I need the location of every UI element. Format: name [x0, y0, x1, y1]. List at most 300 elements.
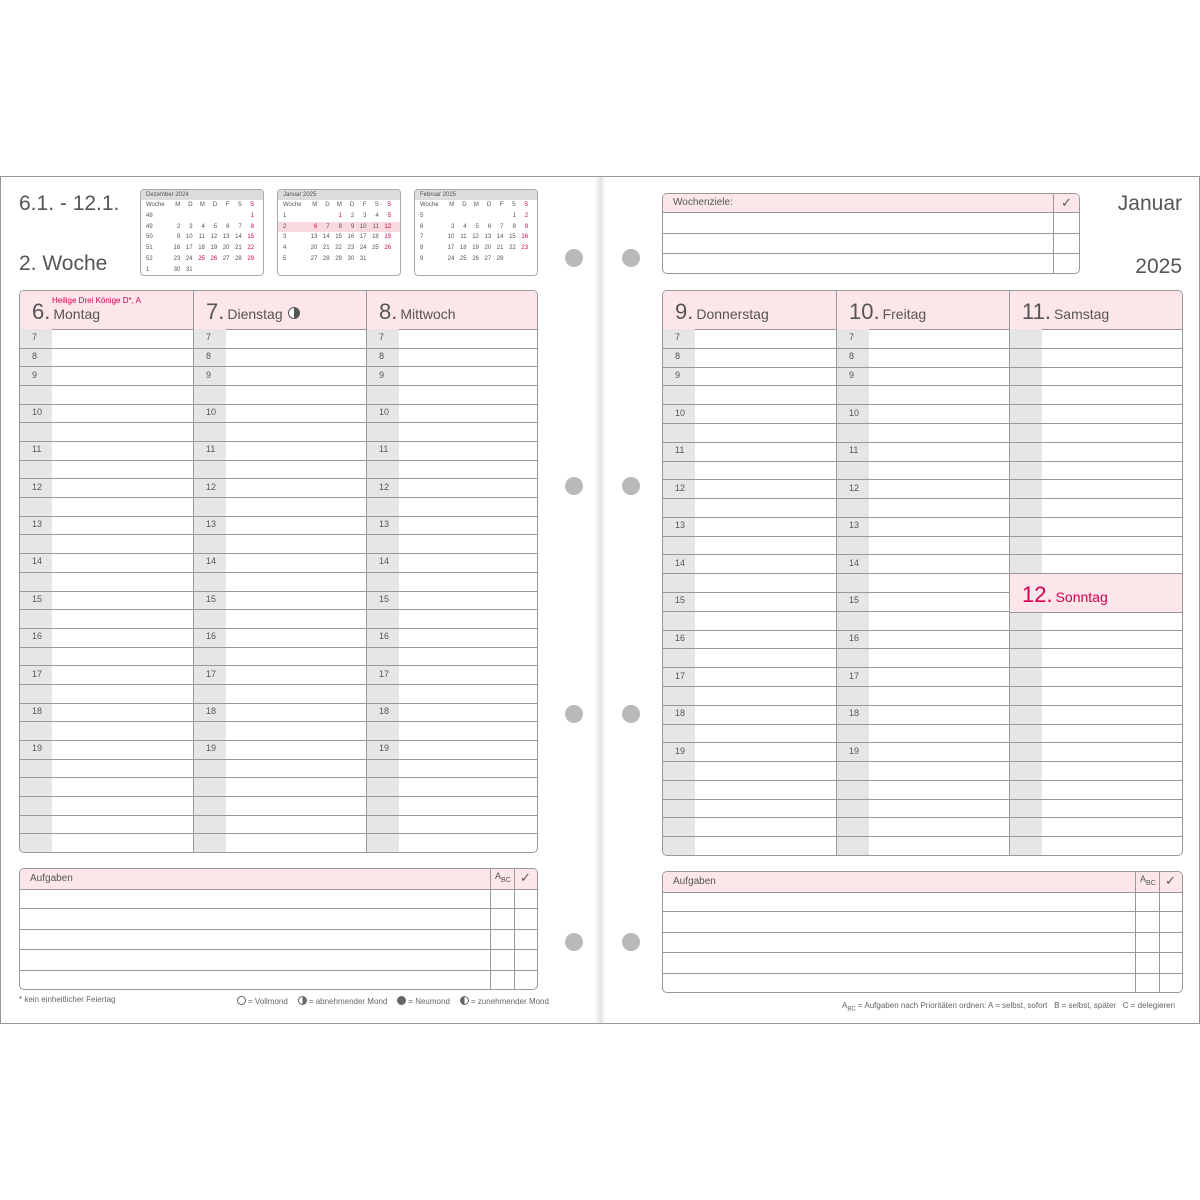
ruled-line	[20, 348, 193, 349]
waning-moon-legend: = abnehmender Mond	[298, 996, 388, 1006]
holiday-footnote: * kein einheitlicher Feiertag	[19, 995, 116, 1004]
ruled-line	[194, 422, 367, 423]
ruled-line	[663, 705, 836, 706]
hour-label: 13	[206, 519, 217, 529]
ruled-line	[837, 799, 1010, 800]
holiday-label: Heilige Drei Könige D*, A	[52, 296, 141, 305]
mini-calendar-week-row: 51 16 17 18 19 20 21 22	[146, 245, 255, 252]
waning-moon-icon	[298, 996, 307, 1005]
ruled-line	[194, 572, 367, 573]
ruled-line	[20, 796, 193, 797]
day-header	[367, 291, 538, 330]
weekly-goals-box	[662, 193, 1080, 274]
day-column-saturday-sunday[interactable]	[1009, 291, 1183, 855]
spread-edge-left	[0, 176, 1, 1024]
ruled-line	[367, 684, 538, 685]
ruled-line	[20, 609, 193, 610]
ruled-line	[1010, 724, 1183, 725]
ruled-line	[837, 461, 1010, 462]
ruled-line	[837, 479, 1010, 480]
ruled-line	[20, 441, 193, 442]
ruled-line	[663, 799, 836, 800]
mini-calendar-week-row: 6 3 4 5 6 7 8 9	[420, 223, 529, 230]
hour-label: 18	[206, 706, 217, 716]
day-title: 8. Mittwoch	[379, 299, 456, 324]
tasks-box-left	[19, 868, 538, 990]
hour-label: 19	[32, 743, 43, 753]
ruled-line	[1010, 761, 1183, 762]
ruled-line	[837, 705, 1010, 706]
ruled-line	[367, 497, 538, 498]
ruled-line	[367, 534, 538, 535]
ruled-line	[663, 423, 836, 424]
ruled-line	[367, 833, 538, 834]
punch-hole	[565, 249, 583, 267]
mini-calendar-february	[414, 189, 538, 276]
ruled-line	[663, 536, 836, 537]
ruled-line	[663, 592, 836, 593]
month-title: Januar	[1117, 192, 1182, 215]
ruled-line	[367, 572, 538, 573]
ruled-line	[367, 777, 538, 778]
ruled-line	[663, 761, 836, 762]
hour-label: 17	[379, 669, 390, 679]
ruled-line	[194, 833, 367, 834]
ruled-line	[837, 611, 1010, 612]
ruled-line	[194, 740, 367, 741]
hour-label: 18	[32, 706, 43, 716]
ruled-line	[194, 404, 367, 405]
mini-calendar-week-row: 1 1 2 3 4 5	[283, 212, 392, 219]
mini-calendar-week-row: 4 20 21 22 23 24 25 26	[283, 245, 392, 252]
year-title: 2025	[1135, 255, 1182, 278]
hour-label: 12	[206, 482, 217, 492]
ruled-line	[20, 684, 193, 685]
day-schedule-left	[19, 290, 538, 853]
ruled-line	[837, 573, 1010, 574]
tasks-box-right	[662, 871, 1183, 993]
ruled-line	[837, 404, 1010, 405]
ruled-line	[1010, 686, 1183, 687]
ruled-line	[367, 665, 538, 666]
day-schedule-right	[662, 290, 1183, 856]
ruled-line	[20, 553, 193, 554]
ruled-line	[663, 498, 836, 499]
ruled-line	[367, 385, 538, 386]
new-moon-legend: = Neumond	[397, 996, 450, 1006]
ruled-line	[194, 591, 367, 592]
punch-hole	[622, 249, 640, 267]
mini-calendar-title: Dezember 2024	[141, 190, 263, 200]
ruled-line	[837, 385, 1010, 386]
ruled-line	[367, 740, 538, 741]
ruled-line	[1010, 367, 1183, 368]
ruled-line	[367, 478, 538, 479]
hour-label: 8	[32, 351, 38, 361]
ruled-line	[663, 724, 836, 725]
ruled-line	[663, 686, 836, 687]
ruled-line	[837, 667, 1010, 668]
day-column-thursday[interactable]	[663, 291, 836, 855]
hour-label: 8	[675, 351, 681, 361]
mini-calendar-week-row: 8 17 18 19 20 21 22 23	[420, 245, 529, 252]
ruled-line	[194, 441, 367, 442]
hour-label: 10	[32, 407, 43, 417]
hour-label: 10	[206, 407, 217, 417]
hour-label: 18	[849, 708, 860, 718]
mini-calendar-header: Woche M D M D F S S	[146, 202, 255, 208]
ruled-line	[20, 740, 193, 741]
ruled-line	[663, 780, 836, 781]
ruled-line	[20, 759, 193, 760]
mini-calendar-week-row: 52 23 24 25 26 27 28 29	[146, 255, 255, 262]
ruled-line	[1010, 348, 1183, 349]
mini-calendar-header: Woche M D M D F S S	[420, 202, 529, 208]
ruled-line	[20, 777, 193, 778]
ruled-line	[194, 721, 367, 722]
day-title: 11. Samstag	[1022, 299, 1110, 324]
ruled-line	[367, 647, 538, 648]
ruled-line	[367, 628, 538, 629]
ruled-line	[194, 534, 367, 535]
day-header	[663, 291, 836, 330]
check-icon: ✓	[1061, 195, 1072, 210]
ruled-line	[367, 516, 538, 517]
full-moon-icon	[237, 996, 246, 1005]
ruled-line	[20, 366, 193, 367]
day-column-monday[interactable]	[20, 291, 193, 852]
hour-label: 13	[379, 519, 390, 529]
punch-hole	[622, 933, 640, 951]
mini-calendar-week-row: 48 1	[146, 212, 255, 219]
mini-calendar-january	[277, 189, 401, 276]
ruled-line	[663, 367, 836, 368]
ruled-line	[663, 385, 836, 386]
ruled-line	[837, 761, 1010, 762]
ruled-line	[1010, 799, 1183, 800]
mini-calendar-header: Woche M D M D F S S	[283, 202, 392, 208]
hour-label: 7	[379, 332, 385, 342]
sunday-title: 12. Sonntag	[1022, 582, 1108, 607]
ruled-line	[837, 742, 1010, 743]
ruled-line	[837, 630, 1010, 631]
page-fold	[594, 177, 606, 1023]
mini-calendar-title: Januar 2025	[278, 190, 400, 200]
mini-calendar-week-row: 3 13 14 15 16 17 18 19	[283, 234, 392, 241]
hour-label: 13	[32, 519, 43, 529]
ruled-line	[837, 554, 1010, 555]
hour-label: 9	[675, 370, 681, 380]
ruled-line	[367, 703, 538, 704]
ruled-line	[367, 609, 538, 610]
ruled-line	[194, 516, 367, 517]
ruled-line	[663, 573, 836, 574]
ruled-line	[663, 836, 836, 837]
ruled-line	[663, 404, 836, 405]
hour-label: 9	[32, 370, 38, 380]
ruled-line	[20, 665, 193, 666]
tasks-label: Aufgaben	[673, 876, 716, 887]
ruled-line	[1010, 498, 1183, 499]
ruled-line	[367, 404, 538, 405]
week-date-range: 6.1. - 12.1.	[19, 192, 120, 215]
ruled-line	[20, 628, 193, 629]
day-header	[1010, 291, 1183, 330]
ruled-line	[837, 780, 1010, 781]
hour-label: 16	[379, 631, 390, 641]
hour-label: 19	[849, 746, 860, 756]
ruled-line	[1010, 554, 1183, 555]
sunday-header	[1010, 573, 1183, 613]
ruled-line	[663, 479, 836, 480]
full-moon-legend: = Vollmond	[237, 996, 288, 1006]
ruled-line	[194, 497, 367, 498]
hour-label: 14	[675, 558, 686, 568]
ruled-line	[1010, 423, 1183, 424]
ruled-line	[837, 836, 1010, 837]
day-title: 7. Dienstag	[206, 299, 300, 325]
ruled-line	[194, 460, 367, 461]
ruled-line	[663, 630, 836, 631]
ruled-line	[1010, 630, 1183, 631]
hour-label: 16	[675, 633, 686, 643]
ruled-line	[367, 460, 538, 461]
hour-label: 17	[206, 669, 217, 679]
new-moon-icon	[397, 996, 406, 1005]
ruled-line	[1010, 742, 1183, 743]
ruled-line	[367, 366, 538, 367]
ruled-line	[663, 667, 836, 668]
hour-label: 15	[32, 594, 43, 604]
check-icon: ✓	[1165, 873, 1176, 888]
hour-label: 15	[675, 595, 686, 605]
ruled-line	[367, 796, 538, 797]
day-title: 6. Montag	[32, 299, 101, 324]
hour-label: 17	[675, 671, 686, 681]
hour-label: 16	[849, 633, 860, 643]
ruled-line	[367, 422, 538, 423]
ruled-line	[367, 591, 538, 592]
ruled-line	[837, 536, 1010, 537]
ruled-line	[367, 348, 538, 349]
ruled-line	[194, 385, 367, 386]
mini-calendar-week-row: 50 9 10 11 12 13 14 15	[146, 234, 255, 241]
ruled-line	[194, 366, 367, 367]
hour-label: 11	[32, 444, 42, 454]
mini-calendar-week-row: 49 2 3 4 5 6 7 8	[146, 223, 255, 230]
ruled-line	[1010, 836, 1183, 837]
hour-label: 7	[675, 332, 681, 342]
hour-label: 12	[379, 482, 390, 492]
priority-abc-icon: $A_{BC}$	[495, 871, 511, 884]
ruled-line	[837, 817, 1010, 818]
hour-label: 10	[849, 408, 860, 418]
ruled-line	[20, 815, 193, 816]
hour-label: 16	[206, 631, 217, 641]
day-header	[837, 291, 1010, 330]
ruled-line	[837, 724, 1010, 725]
ruled-line	[837, 423, 1010, 424]
ruled-line	[1010, 705, 1183, 706]
ruled-line	[367, 441, 538, 442]
hour-label: 8	[206, 351, 212, 361]
mini-calendar-week-row: 9 24 25 26 27 28	[420, 255, 504, 262]
ruled-line	[1010, 517, 1183, 518]
hour-label: 14	[32, 556, 43, 566]
ruled-line	[837, 498, 1010, 499]
hour-label: 11	[675, 445, 685, 455]
hour-label: 11	[206, 444, 216, 454]
hour-label: 19	[675, 746, 686, 756]
hour-label: 12	[675, 483, 686, 493]
hour-label: 15	[849, 595, 860, 605]
hour-label: 12	[849, 483, 860, 493]
ruled-line	[194, 348, 367, 349]
ruled-line	[20, 404, 193, 405]
ruled-line	[20, 516, 193, 517]
ruled-line	[1010, 536, 1183, 537]
week-number: 2. Woche	[19, 252, 108, 275]
ruled-line	[194, 478, 367, 479]
ruled-line	[663, 517, 836, 518]
mini-calendar-title: Februar 2025	[415, 190, 537, 200]
ruled-line	[20, 534, 193, 535]
day-header	[194, 291, 367, 330]
hour-label: 7	[32, 332, 38, 342]
moon-legend	[237, 996, 549, 1006]
waxing-moon-legend: = zunehmender Mond	[460, 996, 549, 1006]
ruled-line	[194, 815, 367, 816]
ruled-line	[194, 703, 367, 704]
ruled-line	[194, 665, 367, 666]
ruled-line	[194, 796, 367, 797]
ruled-line	[663, 442, 836, 443]
ruled-line	[837, 592, 1010, 593]
hour-label: 13	[675, 520, 686, 530]
mini-calendar-week-row: 5 1 2	[420, 212, 529, 219]
ruled-line	[663, 611, 836, 612]
hour-label: 18	[379, 706, 390, 716]
ruled-line	[1010, 667, 1183, 668]
hour-label: 15	[206, 594, 217, 604]
mini-calendar-week-row: 7 10 11 12 13 14 15 16	[420, 234, 529, 241]
punch-hole	[565, 477, 583, 495]
ruled-line	[837, 517, 1010, 518]
punch-hole	[622, 477, 640, 495]
day-title: 10. Freitag	[849, 299, 927, 324]
hour-label: 15	[379, 594, 390, 604]
mini-calendar-week-row: 1 30 31	[146, 266, 193, 273]
tasks-label: Aufgaben	[30, 873, 73, 884]
ruled-line	[1010, 404, 1183, 405]
hour-label: 9	[206, 370, 212, 380]
hour-label: 10	[675, 408, 686, 418]
hour-label: 7	[849, 332, 855, 342]
hour-label: 14	[206, 556, 217, 566]
ruled-line	[1010, 385, 1183, 386]
ruled-line	[663, 817, 836, 818]
ruled-line	[837, 442, 1010, 443]
hour-label: 18	[675, 708, 686, 718]
hour-label: 13	[849, 520, 860, 530]
waning-moon-icon	[288, 307, 300, 319]
ruled-line	[663, 648, 836, 649]
ruled-line	[20, 422, 193, 423]
ruled-line	[20, 647, 193, 648]
day-column-friday[interactable]	[836, 291, 1010, 855]
ruled-line	[1010, 461, 1183, 462]
check-icon: ✓	[520, 870, 531, 885]
ruled-line	[367, 815, 538, 816]
hour-label: 14	[849, 558, 860, 568]
day-title: 9. Donnerstag	[675, 299, 769, 324]
ruled-line	[837, 367, 1010, 368]
ruled-line	[194, 759, 367, 760]
ruled-line	[20, 721, 193, 722]
hour-label: 7	[206, 332, 212, 342]
hour-label: 11	[849, 445, 859, 455]
ruled-line	[367, 721, 538, 722]
hour-label: 8	[849, 351, 855, 361]
punch-hole	[565, 705, 583, 723]
ruled-line	[20, 385, 193, 386]
day-header	[20, 291, 193, 330]
day-column-wednesday[interactable]	[366, 291, 538, 852]
ruled-line	[1010, 648, 1183, 649]
hour-label: 9	[849, 370, 855, 380]
ruled-line	[20, 460, 193, 461]
ruled-line	[20, 478, 193, 479]
ruled-line	[663, 461, 836, 462]
ruled-line	[837, 648, 1010, 649]
priority-footnote: $A_{BC}$ = Aufgaben nach Prioritäten ordnen: A = selbst, sofort B = selbst, später C = delegieren	[842, 1001, 1176, 1013]
ruled-line	[367, 553, 538, 554]
ruled-line	[1010, 479, 1183, 480]
ruled-line	[663, 554, 836, 555]
ruled-line	[1010, 780, 1183, 781]
day-column-tuesday[interactable]	[193, 291, 367, 852]
mini-calendar-week-row: 5 27 28 29 30 31	[283, 255, 367, 262]
ruled-line	[663, 348, 836, 349]
hour-label: 19	[379, 743, 390, 753]
hour-label: 17	[849, 671, 860, 681]
hour-label: 16	[32, 631, 43, 641]
punch-hole	[565, 933, 583, 951]
ruled-line	[20, 572, 193, 573]
ruled-line	[663, 742, 836, 743]
ruled-line	[194, 684, 367, 685]
ruled-line	[837, 348, 1010, 349]
punch-hole	[622, 705, 640, 723]
hour-label: 17	[32, 669, 43, 679]
ruled-line	[194, 777, 367, 778]
ruled-line	[194, 609, 367, 610]
hour-label: 19	[206, 743, 217, 753]
ruled-line	[367, 759, 538, 760]
ruled-line	[1010, 442, 1183, 443]
hour-label: 12	[32, 482, 43, 492]
hour-label: 9	[379, 370, 385, 380]
hour-label: 10	[379, 407, 390, 417]
ruled-line	[194, 628, 367, 629]
ruled-line	[837, 686, 1010, 687]
waxing-moon-icon	[460, 996, 469, 1005]
ruled-line	[194, 647, 367, 648]
ruled-line	[1010, 817, 1183, 818]
hour-label: 11	[379, 444, 389, 454]
mini-calendar-december	[140, 189, 264, 276]
ruled-line	[194, 553, 367, 554]
